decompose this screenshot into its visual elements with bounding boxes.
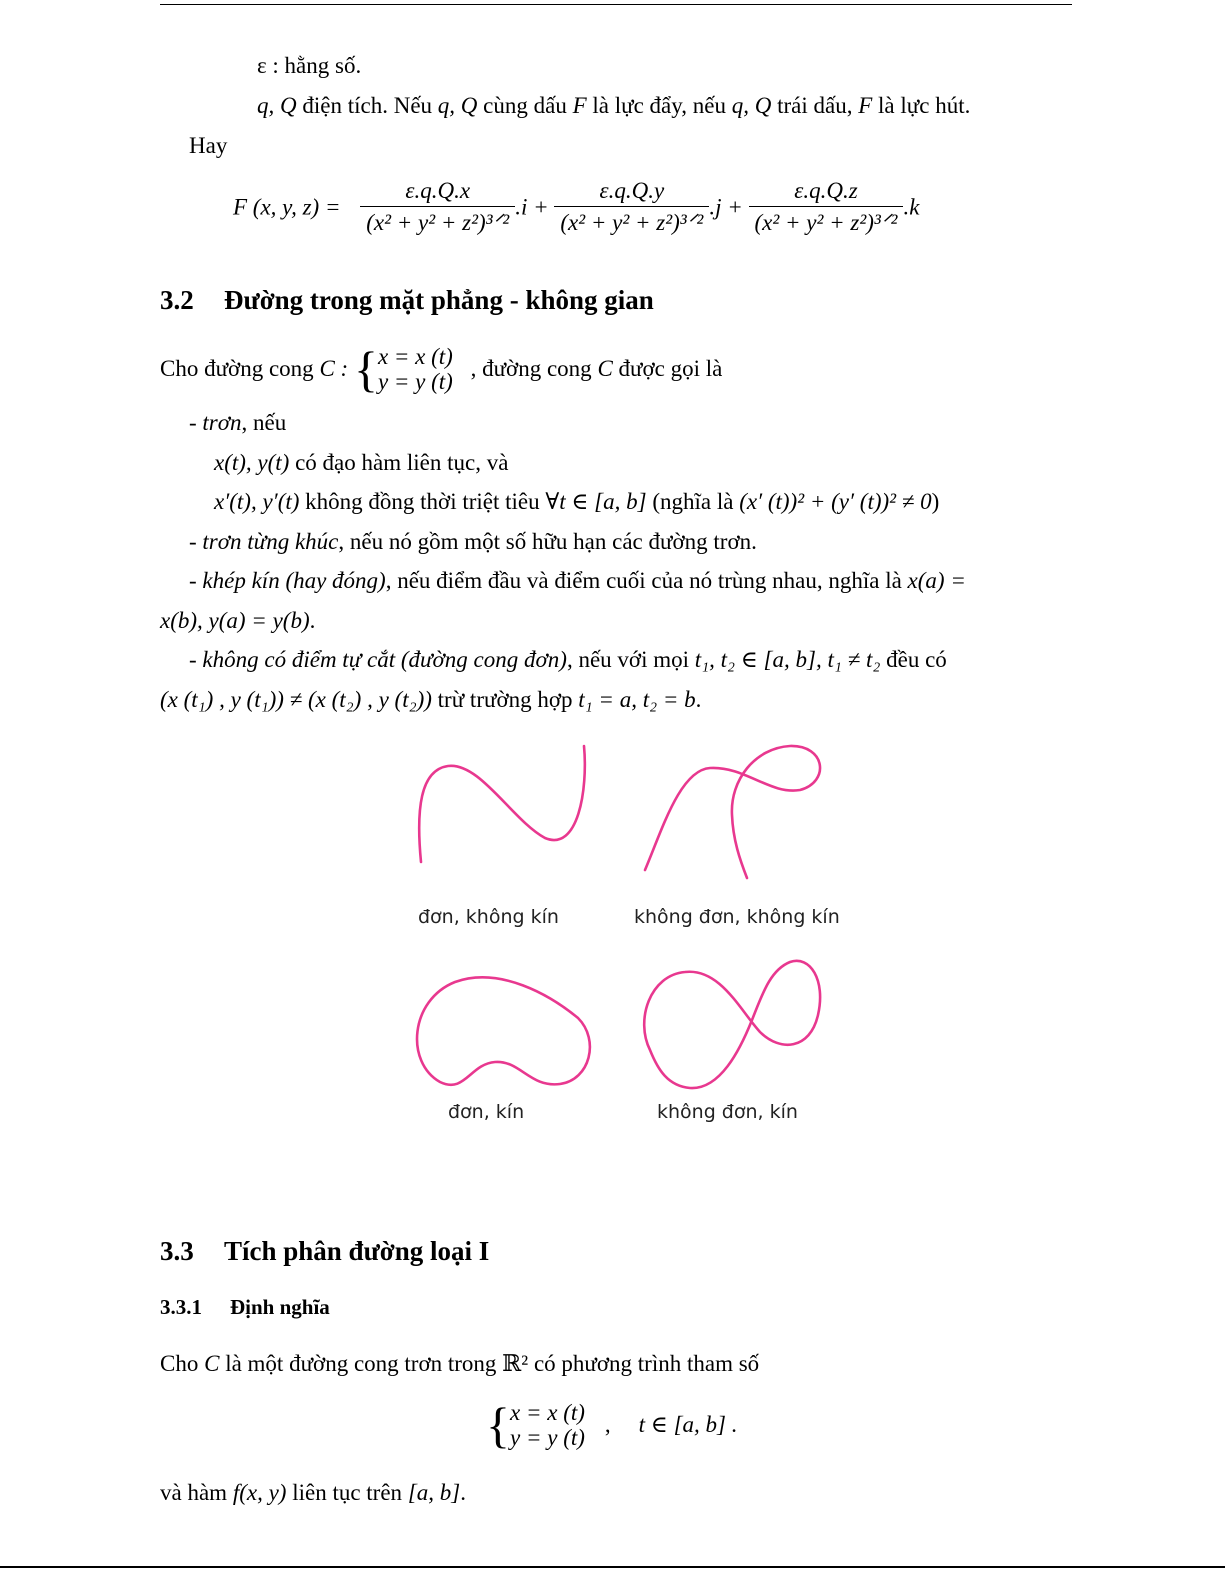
math-f: f(x, y) [232,1480,287,1505]
fraction-denominator: (x² + y² + z²)³ᐟ² [366,210,510,235]
text-span: - [189,529,203,554]
text-span: , nếu điểm đầu và điểm cuối của nó trùng nhau, nghĩa là [385,568,908,593]
text-span: - [189,568,203,593]
math-qQ: q, Q [257,93,297,118]
label-open-nonsimple: không đơn, không kín [634,906,840,928]
section-number: 3.2 [160,285,194,315]
text-span: Cho đường cong [160,356,320,381]
text-span: không đồng thời triệt tiêu [299,489,546,514]
text-span: , nếu [241,410,287,435]
left-brace: { [486,1397,510,1453]
text-span: , nếu với mọi [566,647,695,672]
text-span: là lực hút. [872,93,971,118]
fraction-denominator: (x² + y² + z²)³ᐟ² [560,210,704,235]
equation-x: x = x (t) [377,344,453,369]
section-title: Đường trong mặt phẳng - không gian [224,285,654,315]
math-interval: [a, b] [407,1480,461,1505]
math-xa: x(a) = [907,568,966,593]
text-span: có đạo hàm liên tục, và [289,450,509,475]
math-F: F [858,93,873,118]
subsection-title: Định nghĩa [230,1295,330,1319]
text-span: (nghĩa là [646,489,740,514]
math-t1a-t2b: t₁ = a, t₂ = b [578,687,696,712]
math-sum-squares: (x′ (t))² + (y′ (t))² ≠ 0 [739,489,932,514]
math-t-interval: t ∈ [a, b] . [638,1412,738,1437]
unit-i: .i + [515,194,549,220]
math-xb-ya-yb: x(b), y(a) = y(b) [160,608,310,633]
equation-x: x = x (t) [510,1400,585,1425]
math-C: C [204,1351,220,1376]
label-open-simple: đơn, không kín [418,906,559,928]
text-span: liên tục trên [286,1480,408,1505]
text-span: được gọi là [612,356,723,381]
subsection-number: 3.3.1 [160,1295,202,1319]
text-span: . [309,608,316,633]
text-span: có phương trình tham số [528,1351,760,1376]
math-t1-t2: t₁, t₂ ∈ [a, b], t₁ ≠ t₂ [694,647,881,672]
math-forall: ∀t ∈ [a, b] [545,489,647,514]
param-system [510,1400,585,1450]
label-closed-simple: đơn, kín [448,1101,525,1123]
curve-closed-simple [417,977,590,1084]
math-F: F [572,93,587,118]
curve-closed-nonsimple [644,961,820,1088]
math-qQ: q, Q [731,93,772,118]
text-span: . [460,1480,466,1505]
curve-open-simple [419,746,585,862]
text-span: . [695,687,702,712]
text-span: cùng dấu [477,93,573,118]
subsection-heading-3-3-1 [160,1295,330,1320]
curve-open-nonsimple [645,746,820,878]
left-brace: { [353,341,378,397]
term-smooth: trơn [202,410,242,435]
text-span: ) [931,489,940,514]
math-xy: x(t), y(t) [214,450,290,475]
epsilon-text: ε : hằng số. [257,53,362,78]
text-span: , [604,1412,611,1437]
text-span: trừ trường hợp [431,687,579,712]
text-span: Cho [160,1351,205,1376]
fraction-numerator: ε.q.Q.z [749,176,904,207]
section-heading-3-3 [160,1236,489,1267]
text-span: - [189,647,203,672]
text-span: , đường cong [464,356,598,381]
fraction-denominator: (x² + y² + z²)³ᐟ² [754,210,898,235]
definition-line [160,1350,759,1378]
text-span: đều có [880,647,947,672]
text-span: là một đường cong trơn trong [219,1351,503,1376]
text-span: , nếu nó gồm một số hữu hạn các đường trơn. [338,529,757,554]
math-derivatives: x′(t), y′(t) [214,489,300,514]
math-R2: ℝ² [502,1351,529,1376]
label-closed-nonsimple: không đơn, kín [657,1101,798,1123]
definition-system [486,1397,738,1453]
text-span: trái dấu, [771,93,859,118]
unit-j: .j + [709,194,743,220]
math-C: C [597,356,613,381]
continuity-line [160,1479,466,1507]
fraction-numerator: ε.q.Q.y [554,176,709,207]
section-number: 3.3 [160,1236,194,1266]
text-span: điện tích. Nếu [296,93,438,118]
equation-y: y = y (t) [510,1425,585,1450]
text-span: và hàm [160,1480,233,1505]
formula-lhs: F (x, y, z) = [233,194,341,220]
fraction-numerator: ε.q.Q.x [360,176,515,207]
text-span: là lực đẩy, nếu [586,93,732,118]
math-points-ne: (x (t₁) , y (t₁)) ≠ (x (t₂) , y (t₂)) [160,687,432,712]
section-title: Tích phân đường loại I [224,1236,490,1266]
term-piecewise: trơn từng khúc [202,529,339,554]
footer-rule [0,1566,1225,1568]
hay-text: Hay [189,133,228,158]
equation-y: y = y (t) [377,369,453,394]
term-closed: khép kín (hay đóng) [202,568,386,593]
unit-k: .k [903,194,920,220]
math-C: C : [319,356,349,381]
term-simple: không có điểm tự cắt (đường cong đơn) [202,647,567,672]
math-qQ: q, Q [437,93,478,118]
text-span: - [189,410,203,435]
